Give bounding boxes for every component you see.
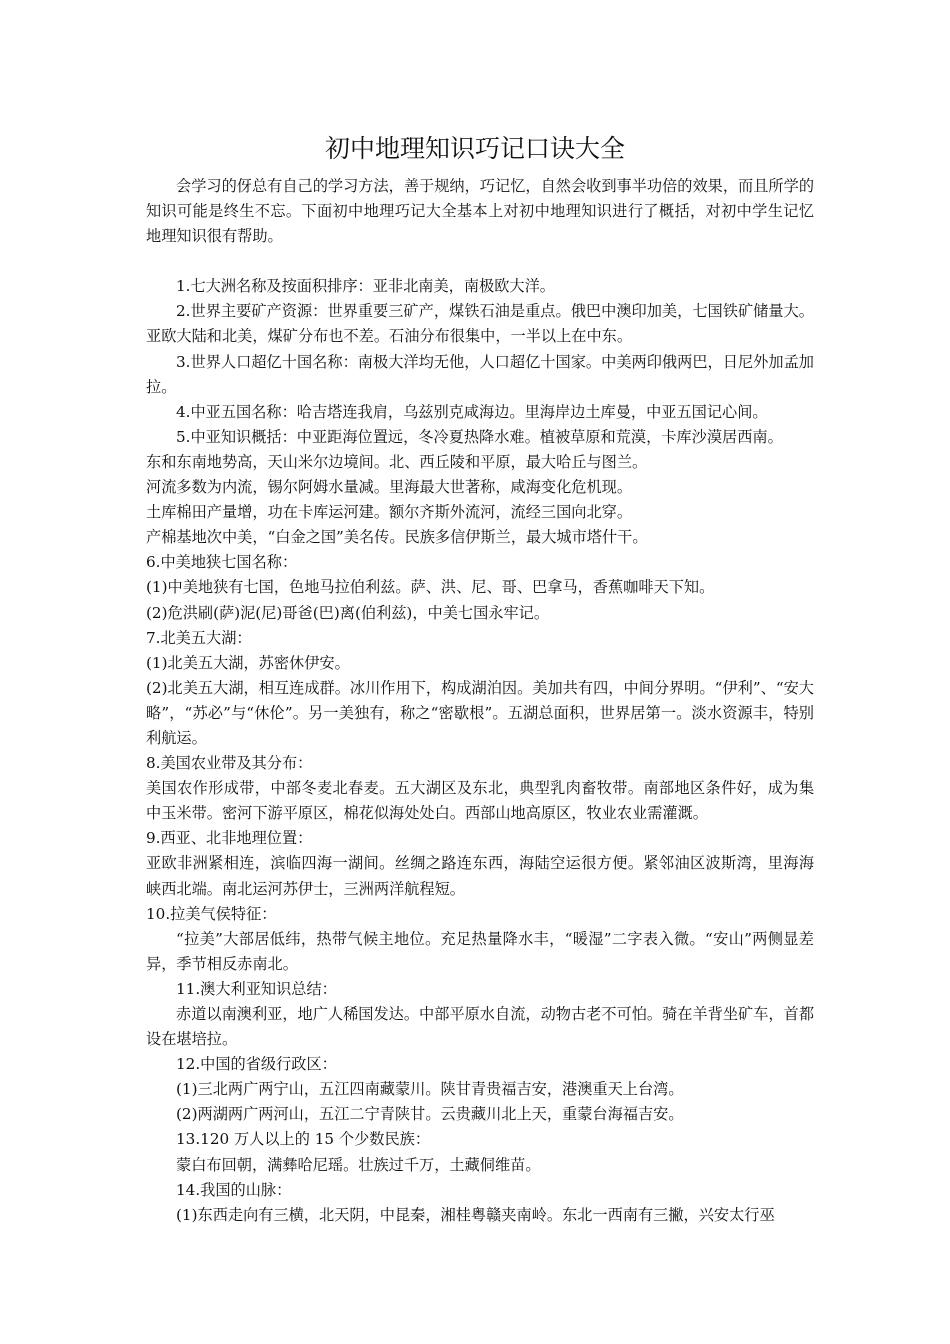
item-5-line-3: 河流多数为内流，锡尔阿姆水量减。里海最大世著称，咸海变化危机现。 (146, 478, 632, 497)
item-7-line-2: (2)北美五大湖，相互连成群。冰川作用下，构成湖泊因。美加共有四，中间分界明。“伊利”、“安大略”，“苏必”与“休伦”。另一美独有，称之“密歇根”。五湖总面积，世界居第一。淡水资源丰，特别利航运。 (146, 678, 814, 747)
item-2-paragraph: 2.世界主要矿产资源：世界重要三矿产，煤铁石油是重点。俄巴中澳印加美，七国铁矿储量大。亚欧大陆和北美，煤矿分布也不差。石油分布很集中，一半以上在中东。 (146, 302, 814, 346)
item-10-body: “拉美”大部居低纬，热带气候主地位。充足热量降水丰，“暖湿”二字表入微。“安山”两侧显差异，季节相反赤南北。 (146, 929, 814, 973)
item-13-body: 蒙白布回朝，满彝哈尼瑶。壮族过千万，土藏侗维苗。 (176, 1155, 541, 1174)
intro-paragraph: 会学习的伢总有自己的学习方法，善于规纳，巧记忆，自然会收到事半功倍的效果，而且所学的知识可能是终生不忘。下面初中地理巧记大全基本上对初中地理知识进行了概括，对初中学生记忆地理知识很有帮助。 (146, 177, 814, 246)
item-7-line-1: (1)北美五大湖，苏密休伊安。 (146, 653, 350, 672)
item-13-heading: 13.120 万人以上的 15 个少数民族： (176, 1130, 431, 1149)
item-14-heading: 14.我国的山脉： (176, 1180, 292, 1199)
item-12-line-2: (2)两湖两广两河山，五江二宁青陕甘。云贵藏川北上天，重蒙台海福吉安。 (176, 1105, 684, 1124)
page-title: 初中地理知识巧记口诀大全 (324, 134, 625, 163)
item-6-heading: 6.中美地狭七国名称： (146, 553, 298, 572)
item-11-body: 赤道以南澳利亚，地广人稀国发达。中部平原水自流，动物古老不可怕。骑在羊背坐矿车，首都设在堪培拉。 (146, 1005, 814, 1049)
item-5-line-2: 东和东南地势高，天山米尔边境间。北、西丘陵和平原，最大哈丘与图兰。 (146, 452, 648, 471)
item-8-body: 美国农作形成带，中部冬麦北春麦。五大湖区及东北，典型乳肉畜牧带。南部地区条件好，成为集中玉米带。密河下游平原区，棉花似海处处白。西部山地高原区，牧业农业需灌溉。 (146, 779, 814, 823)
item-3-paragraph: 3.世界人口超亿十国名称：南极大洋均无他，人口超亿十国家。中美两印俄两巴，日尼外加孟加拉。 (146, 352, 814, 396)
item-9-body: 亚欧非洲紧相连，滨临四海一湖间。丝绸之路连东西，海陆空运很方便。紧邻油区波斯湾，里海海峡西北端。南北运河苏伊士，三洲两洋航程短。 (146, 854, 814, 898)
item-4-paragraph: 4.中亚五国名称：哈吉塔连我肩，乌兹别克咸海边。里海岸边土库曼，中亚五国记心间。 (176, 402, 768, 421)
item-5-line-5: 产棉基地次中美，“白金之国”美名传。民族多信伊斯兰，最大城市塔什干。 (146, 528, 648, 547)
document-body (146, 174, 814, 1228)
item-1-paragraph: 1.七大洲名称及按面积排序：亚非北南美，南极欧大洋。 (176, 277, 555, 296)
item-8-heading: 8.美国农业带及其分布： (146, 754, 313, 773)
item-12-heading: 12.中国的省级行政区： (176, 1055, 337, 1074)
item-9-heading: 9.西亚、北非地理位置： (146, 829, 313, 848)
blank-line (146, 249, 814, 274)
item-10-heading: 10.拉美气侯特征： (146, 904, 277, 923)
item-5-line-4: 土库棉田产量增，功在卡库运河建。额尔齐斯外流河，流经三国向北穿。 (146, 503, 632, 522)
item-11-heading: 11.澳大利亚知识总结： (176, 979, 337, 998)
item-14-line-1: (1)东西走向有三横，北天阴，中昆秦，湘桂粤赣夹南岭。东北一西南有三撇，兴安太行巫 (176, 1205, 775, 1224)
item-6-line-2: (2)危洪刷(萨)泥(尼)哥爸(巴)离(伯利兹)，中美七国永牢记。 (146, 603, 550, 622)
item-6-line-1: (1)中美地狭有七国，色地马拉伯利兹。萨、洪、尼、哥、巴拿马，香蕉咖啡天下知。 (146, 578, 715, 597)
item-5-paragraph: 5.中亚知识概括：中亚距海位置远，冬冷夏热降水难。植被草原和荒漠，卡库沙漠居西南。 (176, 427, 783, 446)
item-12-line-1: (1)三北两广两宁山，五江四南藏蒙川。陕甘青贵福吉安，港澳重天上台湾。 (176, 1080, 684, 1099)
item-7-heading: 7.北美五大湖： (146, 628, 252, 647)
